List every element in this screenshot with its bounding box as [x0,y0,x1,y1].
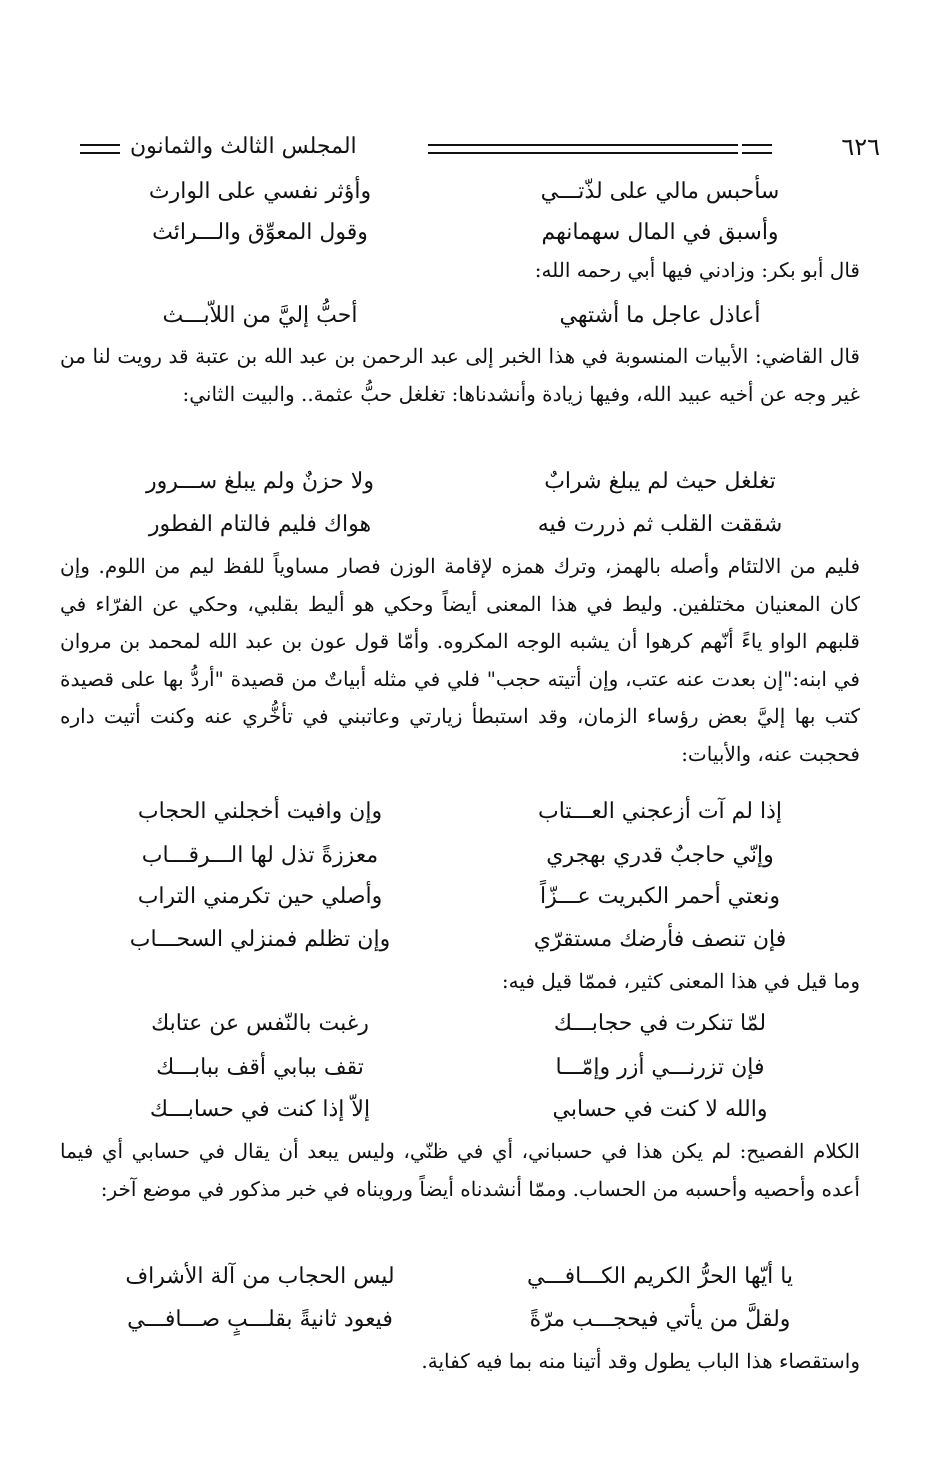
verse-first-hemistich: لمّا تنكرت في حجابـــك [553,1011,767,1036]
verse-first-hemistich: وإنّي حاجبٌ قدري بهجري [546,843,774,868]
verse-second-hemistich: وإن تظلم فمنزلي السحـــاب [129,927,391,952]
chapter-title: المجلس الثالث والثمانون [130,134,357,159]
paragraph: الكلام الفصيح: لم يكن هذا في حسباني، أي في ظنّي، وليس يبعد أن يقال في حسابي أي فيما أعده وأحصيه وأحسبه من الحساب. وممّا أنشدناه أيضاً ورويناه في خبر مذكور في موضع آخر: [60,1139,860,1201]
verse-first-hemistich: وأسبق في المال سهمانهم [541,220,779,245]
verse-line [60,792,860,836]
verse-second-hemistich: وقول المعوِّق والـــرائث [152,220,368,245]
verse-first-hemistich: تغلغل حيث لم يبلغ شرابٌ [544,469,776,494]
verse-line [60,836,860,880]
header-rule [428,144,738,154]
verse-line [60,296,860,340]
verse-second-hemistich: هواك فليم فالتام الفطور [148,512,372,537]
verse-first-hemistich: أعاذل عاجل ما أشتهي [559,303,761,328]
verse-line [60,505,860,549]
verse-line [60,877,860,921]
verse-first-hemistich: فإن تنصف فأرضك مستقرّي [533,927,787,952]
verse-second-hemistich: إلاّ إذا كنت في حسابـــك [149,1097,371,1122]
verse-second-hemistich: رغبت بالنّفس عن عتابك [151,1011,369,1036]
verse-first-hemistich: شققت القلب ثم ذررت فيه [537,512,783,537]
paragraph: فليم من الالتئام وأصله بالهمز، وترك همزه لإقامة الوزن فصار مساوياً للفظ ليم من اللوم. وإن كان المعنيان مختلفين. وليط في هذا المعنى أيضاً وحكي هو أليط بقلبي، وحكي عن الفرّاء في قلبهم الواو ياءً أنّهم كرهوا أن يشبه الوجه المكروه. وأمّا قول عون بن عبد الله لمحمد بن مروان في ابنه:"إن بعدت عنه عتب، وإن أتيته حجب" فلي في مثله أبياتٌ من قصيدة "أردُّ بها على قصيدة كتب بها إليَّ بعض رؤساء الزمان، وقد استبطأ زيارتي وعاتبني في تأخُّري عنه وكنت أتيت داره فحجبت عنه، والأبيات: [60,554,860,766]
running-header [80,132,880,172]
verse-line [60,1090,860,1134]
verse-line [60,462,860,506]
verse-line [60,1300,860,1344]
verse-second-hemistich: وإن وافيت أخجلني الحجاب [137,799,383,824]
verse-second-hemistich: فيعود ثانيةً بقلـــبٍ صـــافـــي [127,1307,393,1332]
paragraph: واستقصاء هذا الباب يطول وقد أتينا منه بما فيه كفاية. [421,1349,860,1373]
verse-first-hemistich: سأحبس مالي على لذّتـــي [540,179,780,204]
verse-second-hemistich: معززةً تذل لها الـــرقـــاب [141,843,379,868]
verse-second-hemistich: وأؤثر نفسي على الوارث [148,179,372,204]
verse-second-hemistich: ولا حزنٌ ولم يبلغ ســـرور [146,469,374,494]
verse-line [60,172,860,216]
verse-line [60,1048,860,1092]
verse-second-hemistich: وأصلي حين تكرمني التراب [137,884,383,909]
verse-line [60,1257,860,1301]
paragraph: قال القاضي: الأبيات المنسوبة في هذا الخبر إلى عبد الرحمن بن عبد الله بن عتبة قد رويت لنا من غير وجه عن أخيه عبيد الله، وفيها زيادة وأنشدناها: تغلغل حبُّ عثمة.. والبيت الثاني: [60,344,860,406]
verse-second-hemistich: تقف ببابي أقف ببابـــك [156,1055,364,1080]
verse-line [60,920,860,964]
verse-first-hemistich: ونعتي أحمر الكبريت عـــزّاً [539,884,781,909]
verse-line [60,1004,860,1048]
verse-first-hemistich: والله لا كنت في حسابي [552,1097,768,1122]
verse-line [60,213,860,257]
page-number: ٦٢٦ [841,133,880,161]
verse-second-hemistich: أحبُّ إليَّ من اللاّبـــث [162,303,358,328]
verse-first-hemistich: فإن تزرنـــي أزر وإمّـــا [555,1055,765,1080]
book-page [60,0,880,1482]
verse-first-hemistich: يا أيّها الحرُّ الكريم الكـــافـــي [526,1264,794,1289]
verse-first-hemistich: ولقلَّ من يأتي فيحجـــب مرّةً [529,1307,791,1332]
header-rule [80,144,120,154]
paragraph: قال أبو بكر: وزادني فيها أبي رحمه الله: [534,258,860,282]
paragraph: وما قيل في هذا المعنى كثير، فممّا قيل فيه: [501,969,860,993]
verse-first-hemistich: إذا لم آت أزعجني العـــتاب [537,799,783,824]
verse-second-hemistich: ليس الحجاب من آلة الأشراف [125,1264,395,1289]
header-rule [742,144,772,154]
